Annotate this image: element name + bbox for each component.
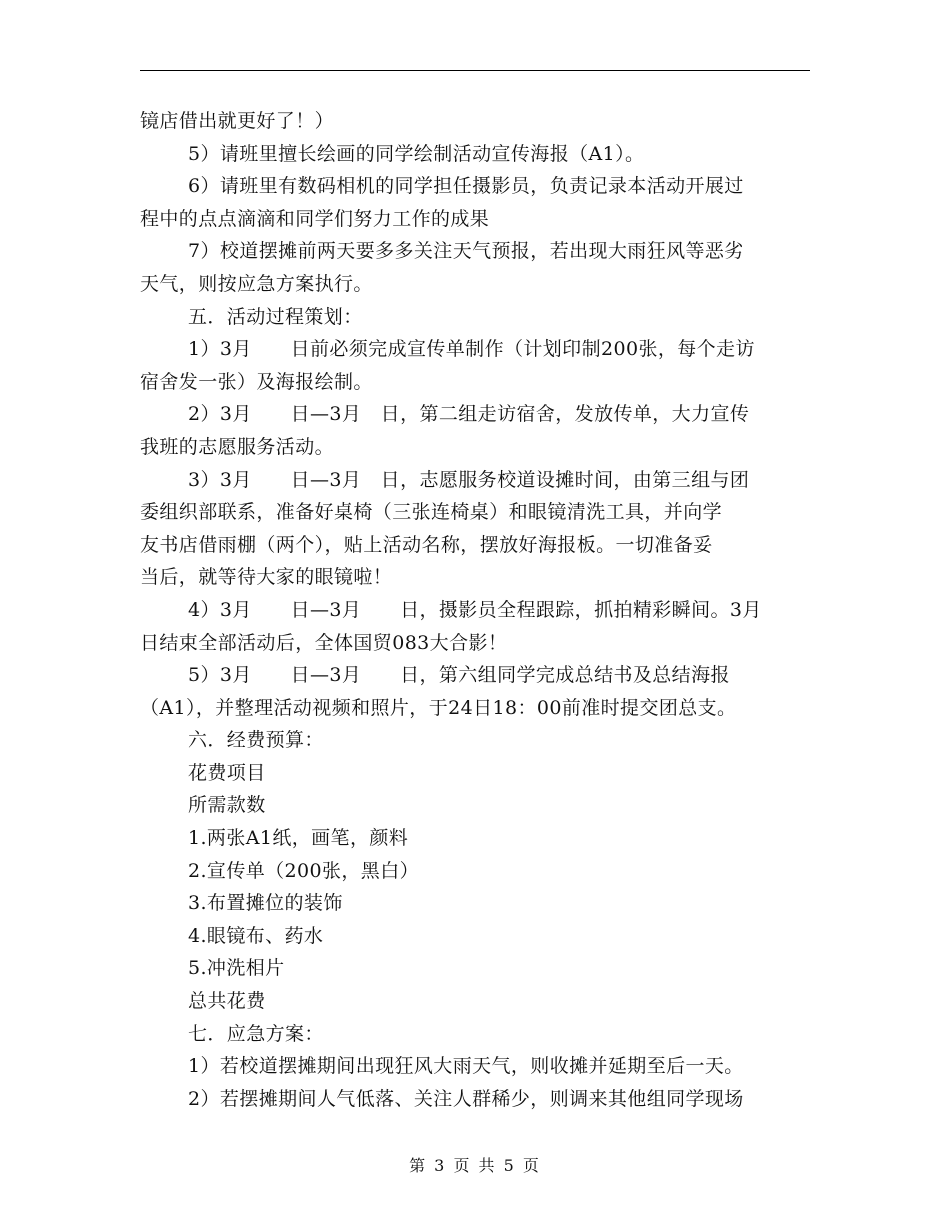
text-line: 我班的志愿服务活动。 (140, 435, 335, 458)
text-line: 六．经费预算： (188, 729, 324, 752)
text-line: 2.宣传单（200张，黑白） (188, 859, 419, 882)
text-line: 程中的点点滴滴和同学们努力工作的成果 (140, 207, 490, 230)
text-line: 所需款数 (188, 794, 266, 817)
text-line: 花费项目 (188, 761, 266, 784)
text-line: 5.冲洗相片 (188, 957, 285, 980)
text-line: 1）3月 日前必须完成宣传单制作（计划印制200张，每个走访 (188, 338, 755, 361)
document-body (140, 105, 810, 1115)
text-line: 五．活动过程策划： (188, 305, 363, 328)
text-line: 3）3月 日—3月 日，志愿服务校道设摊时间，由第三组与团 (188, 468, 750, 491)
text-line: 7）校道摆摊前两天要多多关注天气预报，若出现大雨狂风等恶劣 (188, 240, 744, 263)
text-line: 5）3月 日—3月 日，第六组同学完成总结书及总结海报 (188, 664, 730, 687)
text-line: 3.布置摊位的装饰 (188, 892, 343, 915)
text-line: 总共花费 (188, 990, 266, 1013)
text-line: 日结束全部活动后，全体国贸083大合影！ (140, 631, 508, 654)
text-line: 5）请班里擅长绘画的同学绘制活动宣传海报（A1）。 (188, 142, 645, 165)
text-line: 友书店借雨棚（两个），贴上活动名称，摆放好海报板。一切准备妥 (140, 533, 713, 556)
page-footer: 第 3 页 共 5 页 (409, 1156, 541, 1175)
text-line: 宿舍发一张）及海报绘制。 (140, 370, 373, 393)
text-line: 2）若摆摊期间人气低落、关注人群稀少，则调来其他组同学现场 (188, 1087, 744, 1110)
text-line: 4）3月 日—3月 日，摄影员全程跟踪，抓拍精彩瞬间。3月 (188, 598, 762, 621)
text-line: （A1），并整理活动视频和照片，于24日18：00前准时提交团总支。 (140, 696, 737, 719)
text-line: 1）若校道摆摊期间出现狂风大雨天气，则收摊并延期至后一天。 (188, 1055, 744, 1078)
text-line: 4.眼镜布、药水 (188, 924, 324, 947)
text-line: 镜店借出就更好了！） (140, 110, 335, 132)
text-line: 2）3月 日—3月 日，第二组走访宿舍，发放传单，大力宣传 (188, 403, 750, 426)
text-line: 1.两张A1纸，画笔，颜料 (188, 827, 409, 850)
text-line: 七．应急方案： (188, 1022, 324, 1045)
text-line: 委组织部联系，准备好桌椅（三张连椅桌）和眼镜清洗工具，并向学 (140, 501, 723, 524)
text-line: 天气，则按应急方案执行。 (140, 272, 373, 295)
text-line: 当后，就等待大家的眼镜啦！ (140, 566, 393, 589)
text-line: 6）请班里有数码相机的同学担任摄影员，负责记录本活动开展过 (188, 175, 744, 198)
header-rule (140, 70, 810, 71)
